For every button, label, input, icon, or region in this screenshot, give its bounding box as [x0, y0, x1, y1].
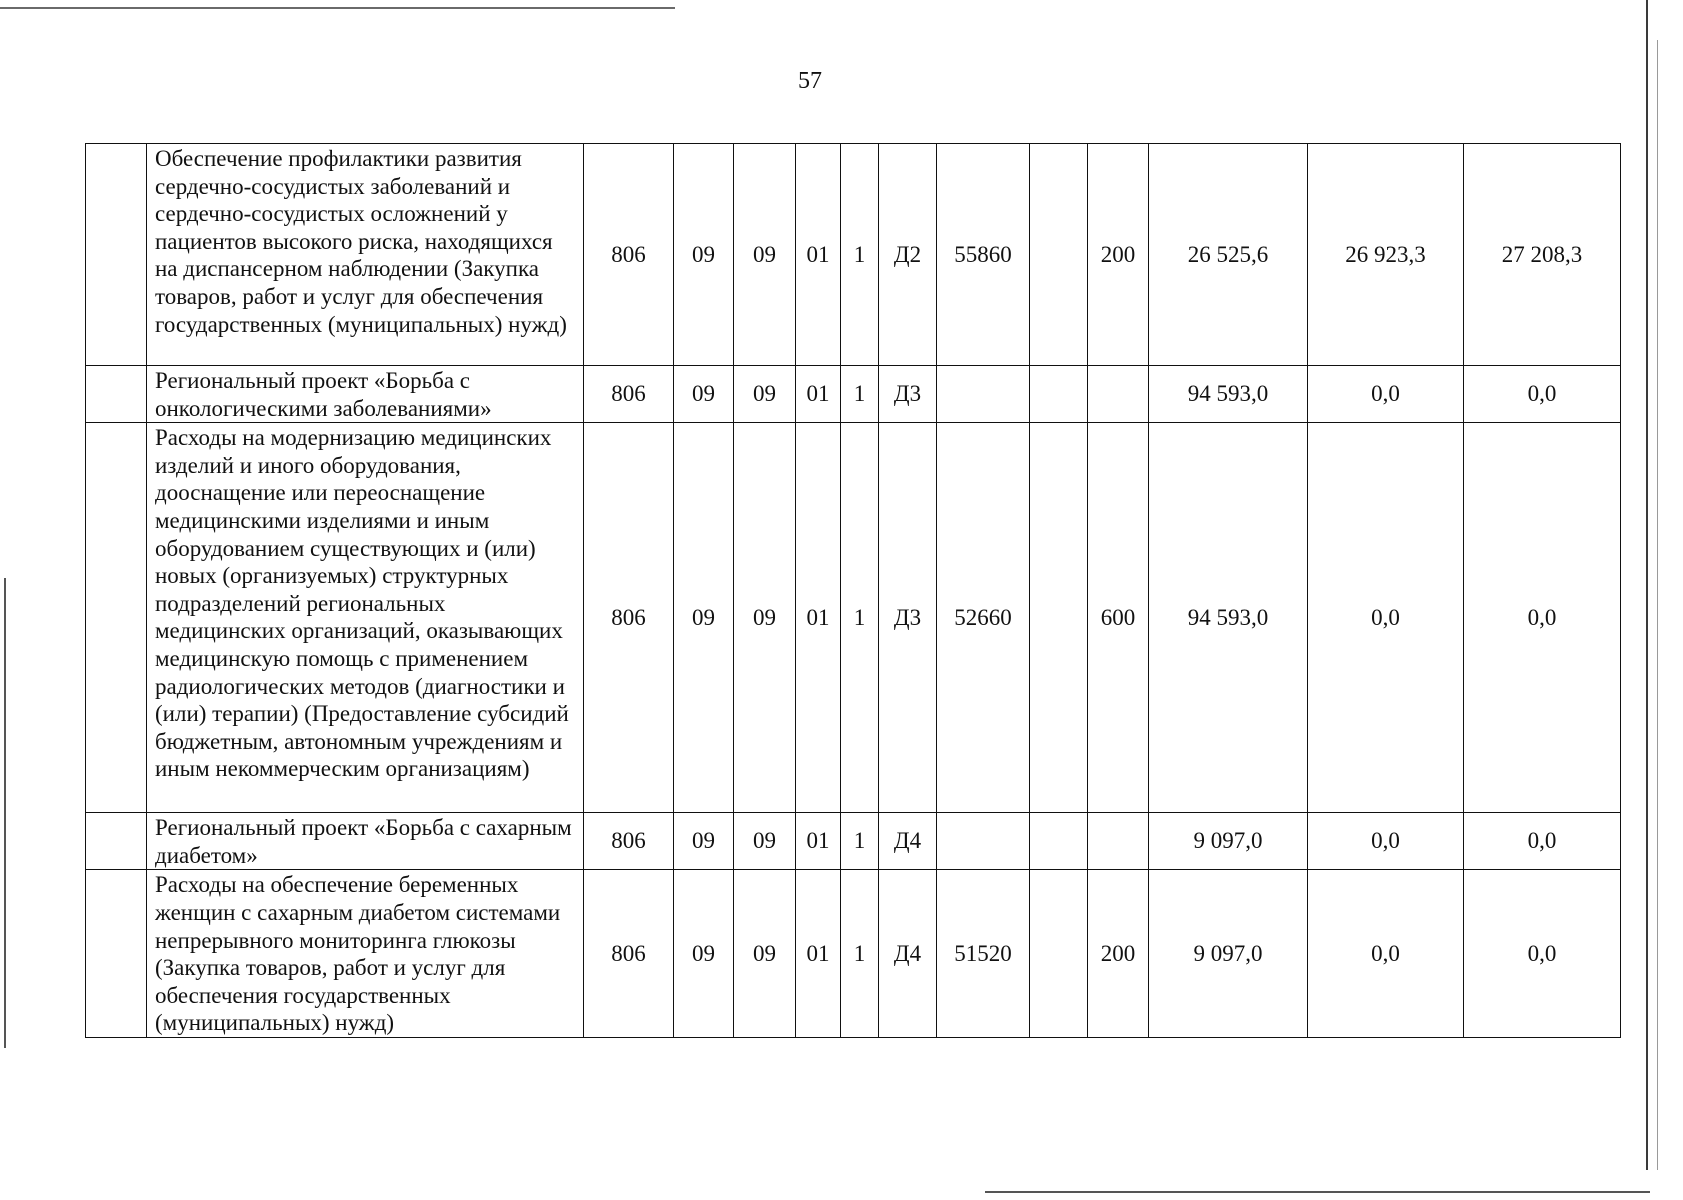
subprogram-code-cell: 1 [841, 423, 879, 813]
scan-edge-bottom [985, 1191, 1650, 1193]
amount-3-cell: 0,0 [1464, 366, 1621, 423]
subsection-code-cell: 09 [734, 144, 796, 366]
subsection-code-cell: 09 [734, 423, 796, 813]
amount-3-cell: 0,0 [1464, 870, 1621, 1038]
row-number-cell [86, 423, 147, 813]
expense-type-cell [1088, 366, 1149, 423]
direction-code-cell: 51520 [937, 870, 1030, 1038]
amount-1-cell: 9 097,0 [1149, 870, 1308, 1038]
amount-2-cell: 0,0 [1308, 423, 1464, 813]
table-row [86, 423, 1621, 813]
section-code-cell: 09 [674, 813, 734, 870]
amount-1-cell: 26 525,6 [1149, 144, 1308, 366]
row-number-cell [86, 813, 147, 870]
row-number-cell [86, 366, 147, 423]
budget-table [85, 143, 1621, 1038]
amount-3-cell: 27 208,3 [1464, 144, 1621, 366]
subprogram-code-cell: 1 [841, 870, 879, 1038]
subsection-code-cell: 09 [734, 870, 796, 1038]
direction-code-cell: 52660 [937, 423, 1030, 813]
scan-edge-top [0, 7, 675, 9]
row-number-cell [86, 144, 147, 366]
extra-code-cell [1030, 813, 1088, 870]
amount-3-cell: 0,0 [1464, 423, 1621, 813]
direction-code-cell [937, 366, 1030, 423]
amount-1-cell: 94 593,0 [1149, 423, 1308, 813]
subprogram-code-cell: 1 [841, 813, 879, 870]
expense-type-cell: 600 [1088, 423, 1149, 813]
scan-edge-left [4, 578, 6, 1048]
description-cell: Расходы на модернизацию медицинских изделий и иного оборудования, дооснащение или переоснащение медицинскими изделиями и иным оборудованием существующих и (или) новых (организуемых) структурных подразделений региональных медицинских организаций, оказывающих медицинскую помощь с применением радиологических методов (диагностики и (или) терапии) (Предоставление субсидий бюджетным, автономным учреждениям и иным некоммерческим организациям) [147, 423, 584, 813]
extra-code-cell [1030, 870, 1088, 1038]
extra-code-cell [1030, 366, 1088, 423]
table-row [86, 870, 1621, 1038]
ministry-code-cell: 806 [584, 813, 674, 870]
ministry-code-cell: 806 [584, 870, 674, 1038]
description-cell: Обеспечение профилактики развития сердечно-сосудистых заболеваний и сердечно-сосудистых осложнений у пациентов высокого риска, находящихся на диспансерном наблюдении (Закупка товаров, работ и услуг для обеспечения государственных (муниципальных) нужд) [147, 144, 584, 366]
section-code-cell: 09 [674, 870, 734, 1038]
subsection-code-cell: 09 [734, 366, 796, 423]
amount-2-cell: 0,0 [1308, 870, 1464, 1038]
amount-3-cell: 0,0 [1464, 813, 1621, 870]
amount-2-cell: 0,0 [1308, 366, 1464, 423]
project-code-cell: Д3 [879, 423, 937, 813]
project-code-cell: Д4 [879, 813, 937, 870]
amount-2-cell: 0,0 [1308, 813, 1464, 870]
extra-code-cell [1030, 423, 1088, 813]
expense-type-cell: 200 [1088, 144, 1149, 366]
scan-edge-right-inner [1657, 40, 1658, 1170]
subprogram-code-cell: 1 [841, 144, 879, 366]
amount-2-cell: 26 923,3 [1308, 144, 1464, 366]
section-code-cell: 09 [674, 423, 734, 813]
direction-code-cell [937, 813, 1030, 870]
program-code-cell: 01 [796, 366, 841, 423]
expense-type-cell: 200 [1088, 870, 1149, 1038]
ministry-code-cell: 806 [584, 423, 674, 813]
program-code-cell: 01 [796, 144, 841, 366]
section-code-cell: 09 [674, 144, 734, 366]
project-code-cell: Д3 [879, 366, 937, 423]
project-code-cell: Д4 [879, 870, 937, 1038]
amount-1-cell: 9 097,0 [1149, 813, 1308, 870]
ministry-code-cell: 806 [584, 366, 674, 423]
project-code-cell: Д2 [879, 144, 937, 366]
description-cell: Расходы на обеспечение беременных женщин с сахарным диабетом системами непрерывного мониторинга глюкозы (Закупка товаров, работ и услуг для обеспечения государственных (муниципальных) нужд) [147, 870, 584, 1038]
program-code-cell: 01 [796, 870, 841, 1038]
extra-code-cell [1030, 144, 1088, 366]
scan-edge-right [1646, 0, 1648, 1170]
page-number: 57 [798, 68, 822, 94]
table-row [86, 813, 1621, 870]
subprogram-code-cell: 1 [841, 366, 879, 423]
direction-code-cell: 55860 [937, 144, 1030, 366]
description-cell: Региональный проект «Борьба с онкологическими заболеваниями» [147, 366, 584, 423]
ministry-code-cell: 806 [584, 144, 674, 366]
program-code-cell: 01 [796, 813, 841, 870]
program-code-cell: 01 [796, 423, 841, 813]
table-row [86, 144, 1621, 366]
amount-1-cell: 94 593,0 [1149, 366, 1308, 423]
expense-type-cell [1088, 813, 1149, 870]
subsection-code-cell: 09 [734, 813, 796, 870]
section-code-cell: 09 [674, 366, 734, 423]
description-cell: Региональный проект «Борьба с сахарным диабетом» [147, 813, 584, 870]
row-number-cell [86, 870, 147, 1038]
table-row [86, 366, 1621, 423]
